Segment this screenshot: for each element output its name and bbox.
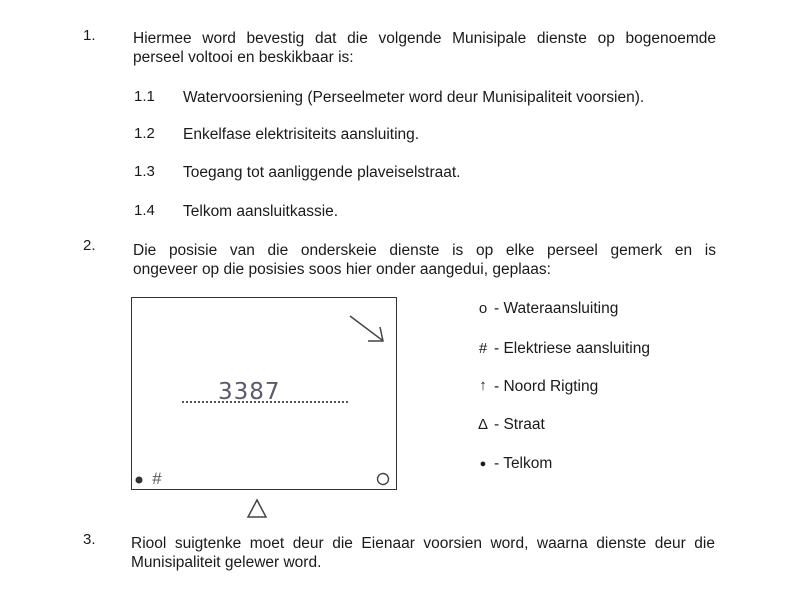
- dotted-line: [182, 401, 348, 403]
- item-number: 3.: [83, 531, 96, 548]
- item-1-line-2: perseel voltooi en beskikbaar is:: [133, 49, 354, 66]
- legend-label: - Noord Rigting: [494, 378, 599, 395]
- street-triangle-icon: Δ: [477, 416, 489, 433]
- subitem-text: Toegang tot aanliggende plaveiselstraat.: [183, 164, 461, 181]
- legend-label: - Telkom: [494, 455, 553, 472]
- subitem-text: Telkom aansluitkassie.: [183, 203, 339, 220]
- north-arrow-icon: [348, 314, 388, 346]
- legend-label: - Wateraansluiting: [494, 300, 619, 317]
- water-connection-icon: o: [478, 300, 488, 317]
- item-number: 2.: [83, 237, 96, 254]
- subitem-text: Watervoorsiening (Perseelmeter word deur Munisipaliteit voorsien).: [183, 89, 645, 106]
- item-1-text: [133, 29, 716, 67]
- telkom-dot-icon: ●: [479, 458, 487, 470]
- telkom-dot-icon: [134, 475, 144, 485]
- item-number: 1.: [83, 27, 96, 44]
- item-2-line-1: Die posisie van die onderskeie dienste is op elke perseel gemerk en is: [133, 242, 716, 259]
- item-3-text: [131, 534, 715, 572]
- street-triangle-icon: [246, 498, 268, 520]
- north-arrow-icon: ↑: [479, 377, 487, 394]
- subitem-number: 1.2: [134, 125, 155, 142]
- subitem-number: 1.3: [134, 163, 155, 180]
- item-2-line-2: ongeveer op die posisies soos hier onder aangedui, geplaas:: [133, 261, 551, 278]
- subitem-text: Enkelfase elektrisiteits aansluiting.: [183, 126, 420, 143]
- item-2-text: [133, 241, 716, 279]
- electric-mark: #: [152, 469, 162, 488]
- subitem-number: 1.1: [134, 88, 155, 105]
- electric-connection-icon: #: [478, 340, 488, 357]
- item-1-line-1: Hiermee word bevestig dat die volgende Munisipale dienste op bogenoemde: [133, 30, 716, 47]
- legend-label: - Straat: [494, 416, 545, 433]
- item-3-line-1: Riool suigtenke moet deur die Eienaar voorsien word, waarna dienste deur die: [131, 535, 715, 552]
- water-connection-icon: [376, 472, 392, 488]
- subitem-number: 1.4: [134, 202, 155, 219]
- legend-label: - Elektriese aansluiting: [494, 340, 650, 357]
- plot-number: 3387: [218, 379, 281, 405]
- item-3-line-2: Munisipaliteit gelewer word.: [131, 554, 322, 571]
